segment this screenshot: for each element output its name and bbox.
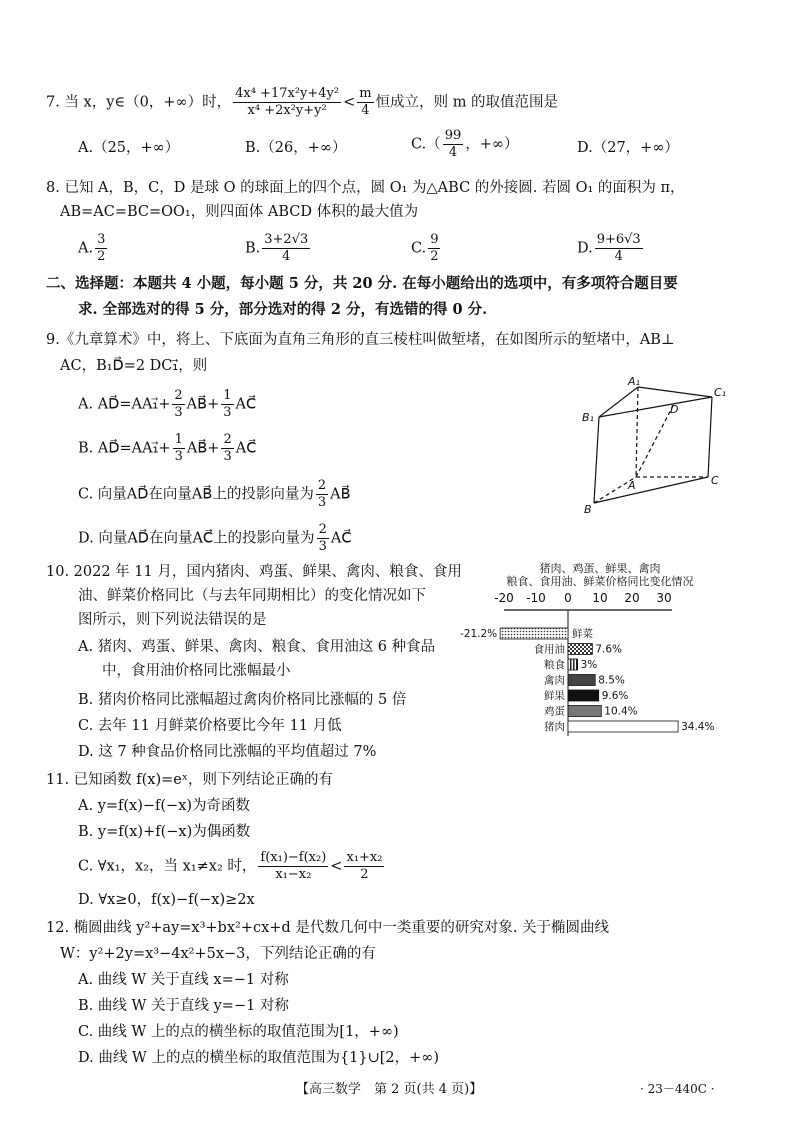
bar-6 (568, 721, 678, 732)
category-label: 鲜果 (544, 690, 565, 702)
q7-tail: 恒成立，则 m 的取值范围是 (375, 94, 559, 111)
label-b1: B₁ (582, 411, 594, 424)
label-c1: C₁ (714, 386, 727, 399)
x-tick-label: 30 (656, 591, 672, 605)
edge-c1-c (708, 397, 712, 477)
chart-bars (460, 627, 714, 733)
category-label: 鸡蛋 (544, 705, 565, 718)
q8-option-c[interactable]: C. $\frac{9}{2}$ (411, 232, 439, 264)
q10-option-d[interactable]: D. 这 7 种食品价格同比涨幅的平均值超过 7% (78, 744, 377, 760)
q9-option-d[interactable]: D. 向量AD⃗在向量AC⃗上的投影向量为 $\frac{2}{3}$ AC⃗ (78, 522, 352, 554)
q7-option-b[interactable]: B.（26，+∞） (245, 140, 347, 156)
q10-option-a[interactable]: A. 猪肉、鸡蛋、鲜果、禽肉、粮食、食用油这 6 种食品 中，食用油价格同比涨幅最小 (78, 639, 436, 679)
q12-option-a[interactable]: A. 曲线 W 关于直线 x=−1 对称 (78, 972, 289, 988)
q8-option-b[interactable]: B. $\frac{3+2√3}{4}$ (245, 232, 309, 264)
q12-option-b[interactable]: B. 曲线 W 关于直线 y=−1 对称 (78, 998, 289, 1014)
value-label: -21.2% (460, 628, 498, 640)
q7-lead: 7. 当 x，y∈（0，+∞）时， (46, 94, 232, 111)
label-b: B (584, 503, 592, 515)
bar-3 (568, 675, 595, 686)
bar-4 (568, 690, 599, 701)
value-label: 9.6% (601, 690, 629, 702)
q12-option-d[interactable]: D. 曲线 W 上的点的横坐标的取值范围为{1}∪[2，+∞) (78, 1050, 440, 1066)
category-label: 粮食 (544, 659, 565, 671)
prism-figure (580, 375, 730, 515)
bar-2 (568, 659, 578, 670)
edge-b-c (594, 477, 708, 503)
q11-option-b[interactable]: B. y=f(x)+f(−x)为偶函数 (78, 824, 251, 840)
category-label: 食用油 (533, 643, 565, 656)
edge-b1-b (594, 417, 599, 503)
q9-option-a[interactable]: A. AD⃗=AA₁⃗+ $\frac{2}{3}$ AB⃗+ $\frac{1}{3}$ AC⃗ (78, 388, 257, 420)
q12-line1: 12. 椭圆曲线 y²+ay=x³+bx²+cx+d 是代数几何中一类重要的研究对象. 关于椭圆曲线 (46, 920, 610, 936)
bar-1 (568, 644, 592, 655)
q10-line3: 图所示，则下列说法错误的是 (78, 612, 267, 628)
edge-b1-a1 (599, 387, 638, 417)
x-tick-label: 10 (592, 591, 608, 605)
label-a1: A₁ (628, 375, 640, 388)
q11-option-a[interactable]: A. y=f(x)−f(−x)为奇函数 (78, 798, 251, 814)
q10-option-b[interactable]: B. 猪肉价格同比涨幅超过禽肉价格同比涨幅的 5 倍 (78, 692, 407, 708)
q7-stem (46, 86, 558, 119)
value-label: 3% (580, 659, 598, 671)
q7-m-fraction: $\frac{m}{4}$ (359, 86, 372, 118)
q8-line2: AB=AC=BC=OO₁，则四面体 ABCD 体积的最大值为 (60, 204, 419, 220)
q12-option-c[interactable]: C. 曲线 W 上的点的横坐标的取值范围为[1，+∞) (78, 1024, 399, 1040)
value-label: 10.4% (604, 705, 638, 718)
value-label: 7.6% (595, 643, 623, 656)
q9-line1: 9.《九章算术》中，将上、下底面为直角三角形的直三棱柱叫做堑堵，在如图所示的堑堵中，AB⊥ (46, 332, 675, 348)
edge-a-d (636, 404, 674, 477)
price-change-chart (450, 588, 750, 738)
edge-a1-a (636, 387, 638, 477)
q11-option-c[interactable]: C. ∀x₁，x₂，当 x₁≠x₂ 时， $\frac{\text{f(x₁)−f(x₂)}}{\text{x₁−x₂}}$ < $\frac{\text{x₁+x₂}}{2}$ (78, 850, 383, 882)
q7-option-c[interactable]: C.（ $\frac{99}{4}$ ，+∞） (411, 128, 519, 160)
edge-b1-c1 (599, 397, 712, 417)
bar-0 (500, 628, 568, 639)
section2-heading-line2: 求. 全部选对的得 5 分，部分选对的得 2 分，有选错的得 0 分. (78, 301, 488, 318)
q11-option-d[interactable]: D. ∀x≥0，f(x)−f(−x)≥2x (78, 892, 255, 908)
x-tick-label: -20 (494, 591, 514, 605)
edge-a1-c1 (638, 387, 712, 397)
label-d: D (670, 403, 679, 416)
q11-line1: 11. 已知函数 f(x)=eˣ，则下列结论正确的有 (46, 772, 334, 788)
x-tick-label: 0 (564, 591, 572, 605)
chart-title: 猪肉、鸡蛋、鲜果、禽肉 粮食、食用油、鲜菜价格同比变化情况 (506, 562, 694, 588)
q9-option-c[interactable]: C. 向量AD⃗在向量AB⃗上的投影向量为 $\frac{2}{3}$ AB⃗ (78, 478, 351, 510)
category-label: 禽肉 (544, 674, 565, 687)
q7-lt: < (343, 94, 356, 111)
paper-code: · 23－440C · (640, 1082, 715, 1096)
section2-heading-line1: 二、选择题：本题共 4 小题，每小题 5 分，共 20 分. 在每小题给出的选项中，有多项符合题目要 (46, 275, 678, 292)
q10-line2: 油、鲜菜价格同比（与去年同期相比）的变化情况如下 (78, 588, 426, 604)
q9-option-b[interactable]: B. AD⃗=AA₁⃗+ $\frac{1}{3}$ AB⃗+ $\frac{2}{3}$ AC⃗ (78, 432, 257, 464)
q9-line2: AC，B₁D⃗=2 DC₁⃗，则 (60, 358, 208, 374)
q12-line2: W：y²+2y=x³−4x²+5x−3，下列结论正确的有 (60, 946, 376, 962)
q8-option-d[interactable]: D. $\frac{9+6√3}{4}$ (577, 232, 641, 264)
label-c: C (711, 474, 719, 487)
q7-option-a[interactable]: A.（25，+∞） (78, 140, 180, 156)
category-label: 猪肉 (544, 721, 565, 733)
x-tick-label: 20 (624, 591, 640, 605)
q10-option-c[interactable]: C. 去年 11 月鲜菜价格要比今年 11 月低 (78, 718, 342, 734)
q10-line1: 10. 2022 年 11 月，国内猪肉、鸡蛋、鲜果、禽肉、粮食、食用 (46, 564, 462, 580)
x-tick-label: -10 (526, 591, 546, 605)
q7-option-d[interactable]: D.（27，+∞） (577, 140, 679, 156)
value-label: 34.4% (681, 721, 715, 733)
label-a: A (628, 479, 636, 492)
page-footer: 【高三数学 第 2 页(共 4 页)】 (296, 1082, 483, 1097)
q7-fraction: $\frac{\text{4x⁴ +17x²y+4y²}}{\text{x⁴ +2x²y+y²}}$ (235, 86, 340, 118)
value-label: 8.5% (598, 674, 625, 687)
q8-line1: 8. 已知 A，B，C，D 是球 O 的球面上的四个点，圆 O₁ 为△ABC 的外接圆. 若圆 O₁ 的面积为 π， (46, 180, 685, 196)
bar-5 (568, 706, 601, 717)
category-label: 鲜菜 (572, 628, 593, 640)
q8-option-a[interactable]: A. $\frac{3}{2}$ (78, 232, 106, 264)
